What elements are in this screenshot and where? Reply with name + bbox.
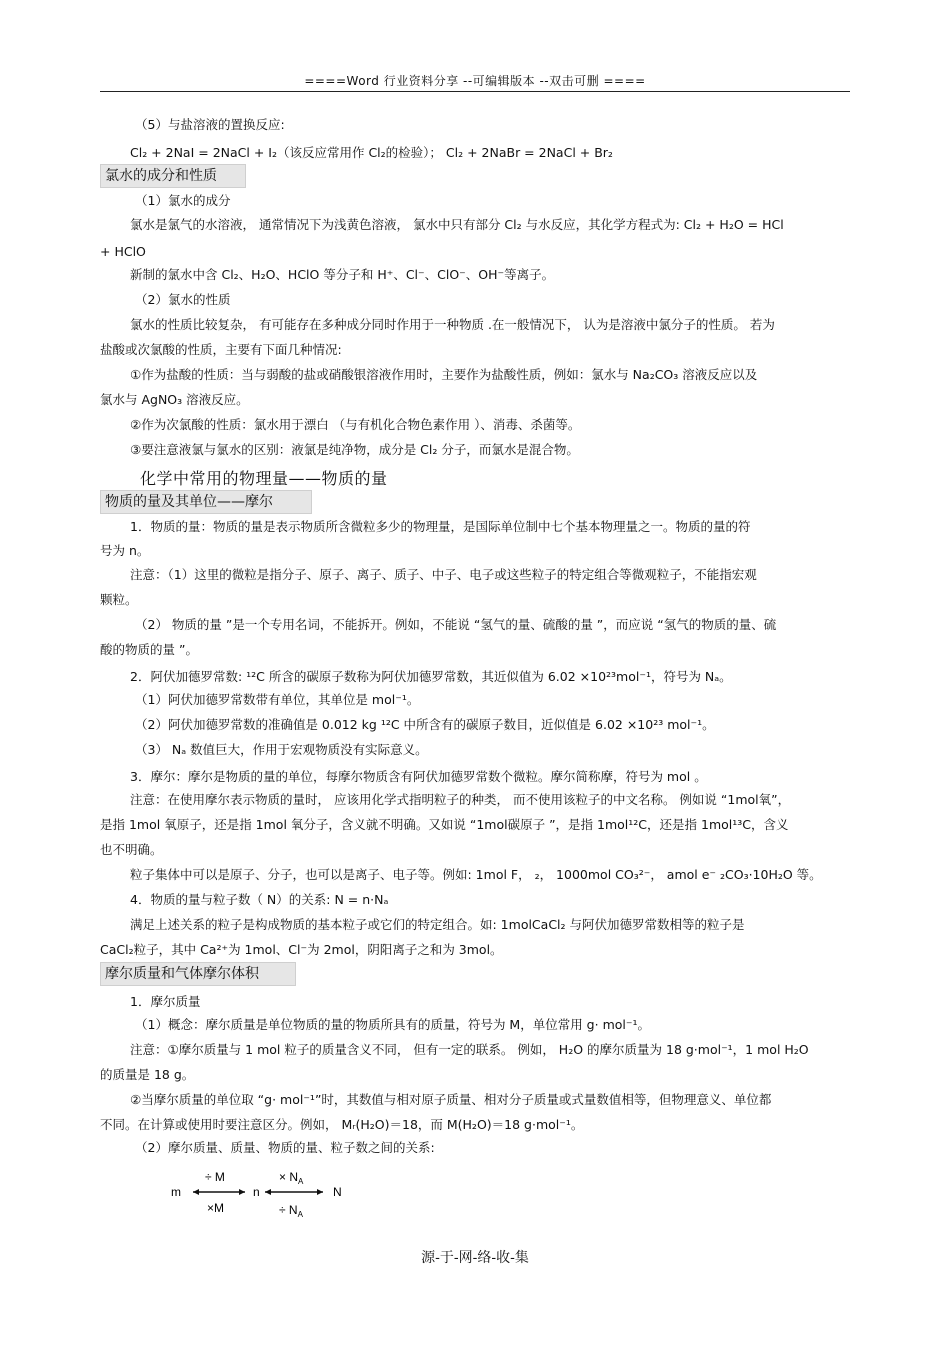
page-header: ====Word 行业资料分享 --可编辑版本 --双击可删 ==== — [304, 74, 646, 88]
arrow-right-head-l — [265, 1189, 271, 1195]
text-line: 满足上述关系的粒子是构成物质的基本粒子或它们的特定组合。如: 1molCaCl₂ 与阿伏加德罗常数相等的粒子是 — [130, 917, 745, 932]
text-line: 号为 n。 — [100, 543, 150, 558]
text-line: 1．物质的量：物质的量是表示物质所含微粒多少的物理量，是国际单位制中七个基本物理量之一。物质的量的符 — [130, 519, 751, 534]
page-footer: 源-于-网-络-收-集 — [421, 1250, 529, 1266]
text-line: （5）与盐溶液的置换反应: — [135, 117, 285, 132]
text-line: 注意：在使用摩尔表示物质的量时， 应该用化学式指明粒子的种类， 而不使用该粒子的中文名称。 例如说 “1mol氧”， — [130, 792, 791, 807]
text-line: ②当摩尔质量的单位取 “g· mol⁻¹”时，其数值与相对原子质量、相对分子质量或式量数值相等，但物理意义、单位都 — [130, 1092, 772, 1107]
text-line: （1）概念：摩尔质量是单位物质的量的物质所具有的质量，符号为 M，单位常用 g· mol⁻¹。 — [135, 1017, 650, 1032]
text-line: + HClO — [100, 244, 146, 259]
text-line: 注意：（1）这里的微粒是指分子、原子、离子、质子、中子、电子或这些粒子的特定组合等微观粒子，不能指宏观 — [130, 567, 757, 582]
diagram-bottom-left: ×M — [207, 1201, 225, 1215]
diagram-N: N — [333, 1185, 342, 1199]
text-line: （1）氯水的成分 — [135, 193, 231, 208]
diagram-n: n — [253, 1185, 260, 1199]
text-line: 氯水与 AgNO₃ 溶液反应。 — [100, 392, 249, 407]
arrow-left-head-r — [239, 1189, 245, 1195]
text-line: ①作为盐酸的性质：当与弱酸的盐或硝酸银溶液作用时，主要作为盐酸性质，例如：氯水与 Na₂CO₃ 溶液反应以及 — [130, 367, 758, 382]
chapter-title: 化学中常用的物理量——物质的量 — [140, 469, 388, 488]
diagram-top-right: × $N_A$ — [279, 1170, 304, 1186]
arrow-right-head-r — [317, 1189, 323, 1195]
text-line: 粒子集体中可以是原子、分子，也可以是离子、电子等。例如: 1mol F， ₂， 1000mol CO₃²⁻， amol e⁻ ₂CO₃·10H₂O 等。 — [130, 867, 822, 882]
text-line: 4．物质的量与粒子数（ N）的关系: N = n·Nₐ — [130, 892, 389, 907]
text-line: 颗粒。 — [100, 592, 138, 607]
text-line: 盐酸或次氯酸的性质，主要有下面几种情况: — [100, 342, 342, 357]
conversion-diagram — [165, 1162, 365, 1222]
text-line: ③要注意液氯与氯水的区别：液氯是纯净物，成分是 Cl₂ 分子，而氯水是混合物。 — [130, 442, 579, 457]
section-heading: 氯水的成分和性质 — [100, 164, 246, 188]
header-divider — [100, 91, 850, 92]
text-line: 不同。在计算或使用时要注意区分。例如， Mᵣ(H₂O)＝18，而 M(H₂O)＝18 g·mol⁻¹。 — [100, 1117, 584, 1132]
text-line: （2）摩尔质量、质量、物质的量、粒子数之间的关系: — [135, 1140, 435, 1155]
diagram-top-left: ÷ M — [205, 1170, 225, 1184]
section-heading: 物质的量及其单位——摩尔 — [100, 490, 312, 514]
arrow-left-head-l — [193, 1189, 199, 1195]
text-line: 的质量是 18 g。 — [100, 1067, 195, 1082]
text-line: 1．摩尔质量 — [130, 994, 201, 1009]
text-line: CaCl₂粒子，其中 Ca²⁺为 1mol、Cl⁻为 2mol，阴阳离子之和为 3mol。 — [100, 942, 503, 957]
text-line: 酸的物质的量 ”。 — [100, 642, 198, 657]
text-line: 是指 1mol 氧原子，还是指 1mol 氧分子，含义就不明确。又如说 “1mol碳原子 ”，是指 1mol¹²C，还是指 1mol¹³C，含义 — [100, 817, 789, 832]
text-line: 也不明确。 — [100, 842, 163, 857]
text-line: 3．摩尔：摩尔是物质的量的单位，每摩尔物质含有阿伏加德罗常数个微粒。摩尔简称摩，符号为 mol 。 — [130, 769, 707, 784]
text-line: （1）阿伏加德罗常数带有单位，其单位是 mol⁻¹。 — [135, 692, 420, 707]
text-line: Cl₂ + 2NaI = 2NaCl + I₂（该反应常用作 Cl₂的检验）； Cl₂ + 2NaBr = 2NaCl + Br₂ — [130, 145, 613, 160]
text-line: ②作为次氯酸的性质：氯水用于漂白 （与有机化合物色素作用 ）、消毒、杀菌等。 — [130, 417, 581, 432]
diagram-m: m — [171, 1185, 181, 1199]
text-line: 氯水的性质比较复杂， 有可能存在多种成分同时作用于一种物质 .在一般情况下， 认为是溶液中氯分子的性质。 若为 — [130, 317, 775, 332]
diagram-bottom-right: ÷ $N_A$ — [279, 1203, 303, 1219]
text-line: 氯水是氯气的水溶液， 通常情况下为浅黄色溶液， 氯水中只有部分 Cl₂ 与水反应，其化学方程式为: Cl₂ + H₂O = HCl — [130, 217, 784, 232]
text-line: （2）阿伏加德罗常数的准确值是 0.012 kg ¹²C 中所含有的碳原子数目，近似值是 6.02 ×10²³ mol⁻¹。 — [135, 717, 715, 732]
text-line: （2）氯水的性质 — [135, 292, 231, 307]
text-line: 新制的氯水中含 Cl₂、H₂O、HClO 等分子和 H⁺、Cl⁻、ClO⁻、OH⁻等离子。 — [130, 267, 555, 282]
section-heading: 摩尔质量和气体摩尔体积 — [100, 962, 296, 986]
text-line: 2．阿伏加德罗常数: ¹²C 所含的碳原子数称为阿伏加德罗常数，其近似值为 6.02 ×10²³mol⁻¹，符号为 Nₐ。 — [130, 669, 732, 684]
text-line: （3） Nₐ 数值巨大，作用于宏观物质没有实际意义。 — [135, 742, 428, 757]
text-line: （2） 物质的量 ”是一个专用名词，不能拆开。例如，不能说 “氢气的量、硫酸的量 ”，而应说 “氢气的物质的量、硫 — [135, 617, 777, 632]
text-line: 注意：①摩尔质量与 1 mol 粒子的质量含义不同， 但有一定的联系。 例如， H₂O 的摩尔质量为 18 g·mol⁻¹，1 mol H₂O — [130, 1042, 809, 1057]
